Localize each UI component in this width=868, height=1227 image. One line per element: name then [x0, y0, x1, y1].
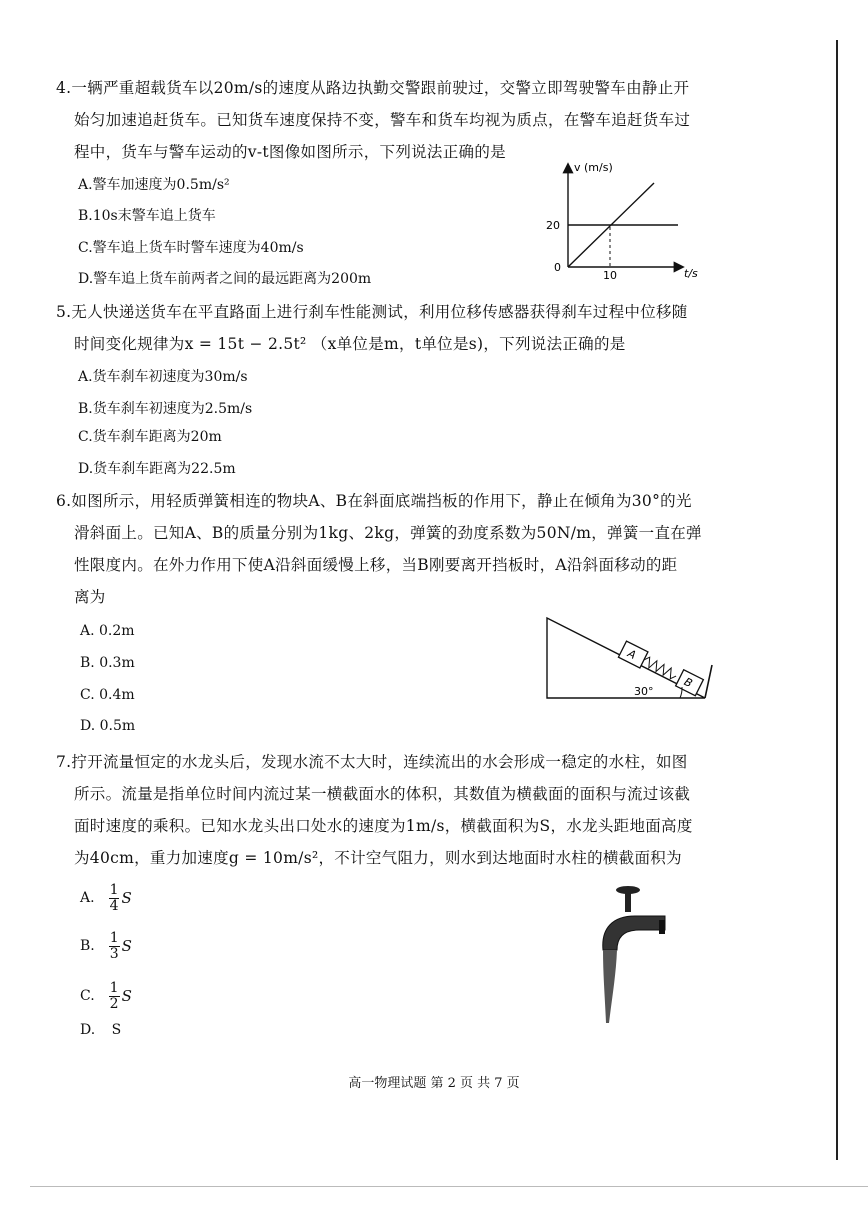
q4-option-a[interactable]: A.警车加速度为0.5m/s²: [78, 177, 230, 193]
q7-option-b-fraction: [109, 931, 120, 962]
q6-option-b[interactable]: B. 0.3m: [80, 655, 135, 671]
q7-option-d[interactable]: [80, 1020, 121, 1040]
q7-option-b-numerator: 1: [109, 929, 119, 946]
q4-option-c[interactable]: C.警车追上货车时警车速度为40m/s: [78, 240, 304, 256]
q7-option-b[interactable]: [80, 926, 132, 966]
q6-option-d[interactable]: D. 0.5m: [80, 718, 136, 734]
q7-option-a-letter: A.: [80, 890, 95, 906]
q7-option-b-letter: B.: [80, 938, 95, 954]
q6-option-c[interactable]: C. 0.4m: [80, 687, 135, 703]
block-a-label: A: [625, 646, 639, 662]
faucet-handle: [616, 886, 640, 894]
q4-stem-line-1: 4.一辆严重超载货车以20m/s的速度从路边执勤交警跟前驶过，交警立即驾驶警车由静止开: [56, 79, 690, 97]
x-tick-10: 10: [603, 269, 617, 282]
q7-option-b-var: S: [121, 937, 132, 955]
q4-option-d[interactable]: D.警车追上货车前两者之间的最远距离为200m: [78, 271, 372, 287]
q5-option-b[interactable]: B.货车刹车初速度为2.5m/s: [78, 401, 253, 417]
page-footer: 高一物理试题 第 2 页 共 7 页: [348, 1076, 520, 1091]
q7-option-c-letter: C.: [80, 988, 95, 1004]
q7-option-d-letter: D.: [80, 1022, 96, 1038]
water-column: [603, 950, 617, 1023]
q7-option-a-denominator: 4: [109, 897, 119, 914]
y-tick-20: 20: [546, 219, 560, 232]
origin-label: 0: [554, 261, 561, 274]
q7-stem-line-3: 面时速度的乘积。已知水龙头出口处水的速度为1m/s，横截面积为S，水龙头距地面高度: [74, 817, 693, 835]
q7-option-a[interactable]: [80, 878, 132, 918]
q7-option-c-numerator: 1: [109, 979, 119, 996]
q5-option-a[interactable]: A.货车刹车初速度为30m/s: [78, 369, 248, 385]
q7-option-a-numerator: 1: [109, 881, 119, 898]
v-axis-label: v (m/s): [574, 161, 613, 174]
block-b-label: B: [681, 675, 695, 691]
q7-option-a-var: S: [121, 889, 132, 907]
q7-stem-line-2: 所示。流量是指单位时间内流过某一横截面水的体积，其数值为横截面的面积与流过该截: [74, 785, 691, 803]
q7-option-d-text: S: [111, 1022, 122, 1038]
q6-stem-line-2: 滑斜面上。已知A、B的质量分别为1kg、2kg，弹簧的劲度系数为50N/m，弹簧一直在弹: [74, 524, 702, 542]
q5-option-c[interactable]: C.货车刹车距离为20m: [78, 429, 222, 445]
q7-stem-line-4: 为40cm，重力加速度g = 10m/s²，不计空气阻力，则水到达地面时水柱的横截面积为: [74, 849, 682, 867]
q7-option-a-fraction: [109, 883, 120, 914]
page-bottom-line: [30, 1186, 868, 1187]
faucet-pipe-end: [659, 920, 665, 934]
q7-option-c-fraction: [109, 981, 120, 1012]
q5-option-d[interactable]: D.货车刹车距离为22.5m: [78, 461, 236, 477]
q7-option-c-var: S: [121, 987, 132, 1005]
vt-graph: [540, 155, 710, 285]
faucet-figure: [595, 880, 675, 1030]
q7-option-c[interactable]: [80, 976, 132, 1016]
q4-stem-line-2: 始匀加速追赶货车。已知货车速度保持不变，警车和货车均视为质点，在警车追赶货车过: [74, 111, 691, 129]
q5-stem-line-1: 5.无人快递送货车在平直路面上进行刹车性能测试，利用位移传感器获得刹车过程中位移随: [56, 303, 688, 321]
faucet-body: [603, 916, 665, 950]
t-axis-label: t/s: [684, 267, 698, 280]
q4-option-b[interactable]: B.10s末警车追上货车: [78, 208, 216, 224]
q6-option-a[interactable]: A. 0.2m: [80, 623, 135, 639]
q7-option-c-denominator: 2: [109, 995, 119, 1012]
page-edge-line: [836, 40, 838, 1160]
q5-stem-line-2: 时间变化规律为x = 15t − 2.5t² （x单位是m，t单位是s)，下列说法正确的是: [74, 335, 626, 353]
angle-label: 30°: [634, 685, 654, 698]
q6-stem-line-1: 6.如图所示，用轻质弹簧相连的物块A、B在斜面底端挡板的作用下，静止在倾角为30°的光: [56, 492, 692, 510]
stop-plate: [705, 665, 712, 698]
q7-option-b-denominator: 3: [109, 945, 119, 962]
q6-stem-line-4: 离为: [74, 588, 106, 606]
incline-figure: [540, 610, 720, 705]
q7-stem-line-1: 7.拧开流量恒定的水龙头后，发现水流不太大时，连续流出的水会形成一稳定的水柱，如图: [56, 753, 688, 771]
q6-stem-line-3: 性限度内。在外力作用下使A沿斜面缓慢上移，当B刚要离开挡板时，A沿斜面移动的距: [74, 556, 678, 574]
q4-stem-line-3: 程中，货车与警车运动的v-t图像如图所示，下列说法正确的是: [74, 143, 506, 161]
